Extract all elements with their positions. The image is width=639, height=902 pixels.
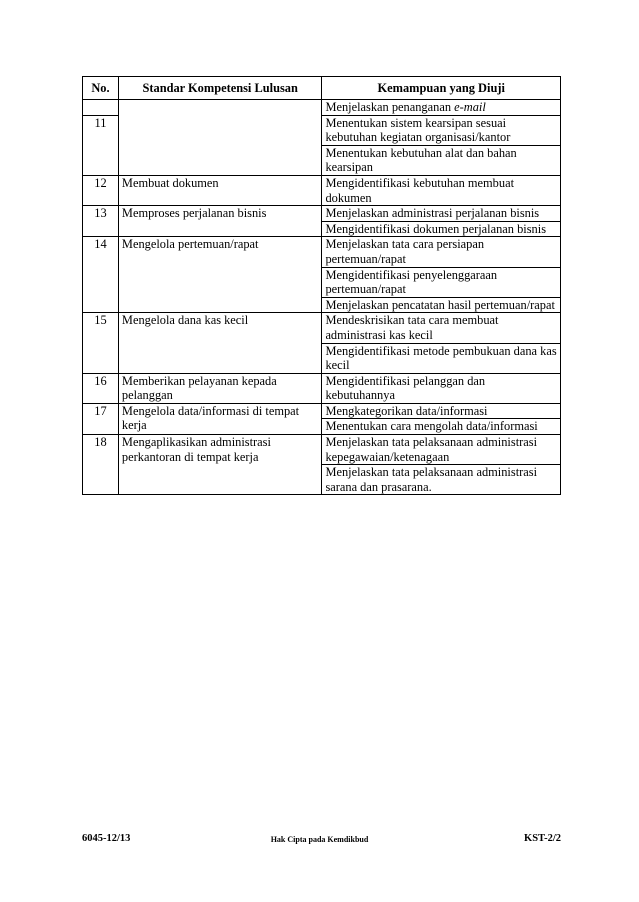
table-row: [83, 313, 561, 343]
cell-no: 12: [83, 175, 119, 205]
cell-kemampuan: Menjelaskan administrasi perjalanan bisnis: [322, 206, 561, 222]
cell-kemampuan: Mengidentifikasi penyelenggaraan pertemuan/rapat: [322, 267, 561, 297]
table-row: [83, 435, 561, 465]
cell-no: 16: [83, 373, 119, 403]
cell-standar: [118, 100, 322, 176]
table-row: [83, 403, 561, 419]
table-header-row: [83, 77, 561, 100]
cell-standar: Memberikan pelayanan kepada pelanggan: [118, 373, 322, 403]
cell-no: 17: [83, 403, 119, 434]
kemampuan-italic-text: e-mail: [454, 100, 486, 114]
cell-no: 13: [83, 206, 119, 237]
header-no: No.: [83, 77, 119, 100]
cell-standar: Mengaplikasikan administrasi perkantoran di tempat kerja: [118, 435, 322, 495]
footer-page-label: KST-2/2: [524, 833, 561, 844]
footer-copyright: Hak Cipta pada Kemdikbud: [270, 835, 369, 844]
cell-kemampuan: Mengidentifikasi pelanggan dan kebutuhannya: [322, 373, 561, 403]
cell-standar: Membuat dokumen: [118, 175, 322, 205]
cell-kemampuan: [322, 100, 561, 116]
cell-kemampuan: Menentukan sistem kearsipan sesuai kebutuhan kegiatan organisasi/kantor: [322, 115, 561, 145]
cell-no: 15: [83, 313, 119, 373]
cell-kemampuan: Mengidentifikasi metode pembukuan dana kas kecil: [322, 343, 561, 373]
table-row: [83, 237, 561, 267]
cell-kemampuan: Mengidentifikasi kebutuhan membuat dokumen: [322, 175, 561, 205]
cell-standar: Mengelola pertemuan/rapat: [118, 237, 322, 313]
table-row: [83, 175, 561, 205]
cell-standar: Mengelola dana kas kecil: [118, 313, 322, 373]
cell-no: [83, 100, 119, 116]
header-standar: Standar Kompetensi Lulusan: [118, 77, 322, 100]
footer-document-code: 6045-12/13: [82, 833, 131, 844]
cell-kemampuan: Menentukan cara mengolah data/informasi: [322, 419, 561, 435]
cell-kemampuan: Mendeskrisikan tata cara membuat administrasi kas kecil: [322, 313, 561, 343]
competency-table: [82, 76, 561, 495]
cell-kemampuan: Menjelaskan tata pelaksanaan administrasi kepegawaian/ketenagaan: [322, 435, 561, 465]
cell-no: 11: [83, 115, 119, 175]
cell-kemampuan: Mengkategorikan data/informasi: [322, 403, 561, 419]
cell-standar: Mengelola data/informasi di tempat kerja: [118, 403, 322, 434]
cell-kemampuan: Menjelaskan tata pelaksanaan administrasi sarana dan prasarana.: [322, 465, 561, 495]
cell-kemampuan: Menentukan kebutuhan alat dan bahan kearsipan: [322, 145, 561, 175]
cell-kemampuan: Mengidentifikasi dokumen perjalanan bisnis: [322, 221, 561, 237]
cell-kemampuan: Menjelaskan pencatatan hasil pertemuan/rapat: [322, 297, 561, 313]
cell-no: 18: [83, 435, 119, 495]
header-kemampuan: Kemampuan yang Diuji: [322, 77, 561, 100]
kemampuan-text: Menjelaskan penanganan: [325, 100, 455, 114]
table-row: [83, 100, 561, 116]
table-row: [83, 373, 561, 403]
cell-no: 14: [83, 237, 119, 313]
cell-standar: Memproses perjalanan bisnis: [118, 206, 322, 237]
table-row: [83, 206, 561, 222]
cell-kemampuan: Menjelaskan tata cara persiapan pertemuan/rapat: [322, 237, 561, 267]
